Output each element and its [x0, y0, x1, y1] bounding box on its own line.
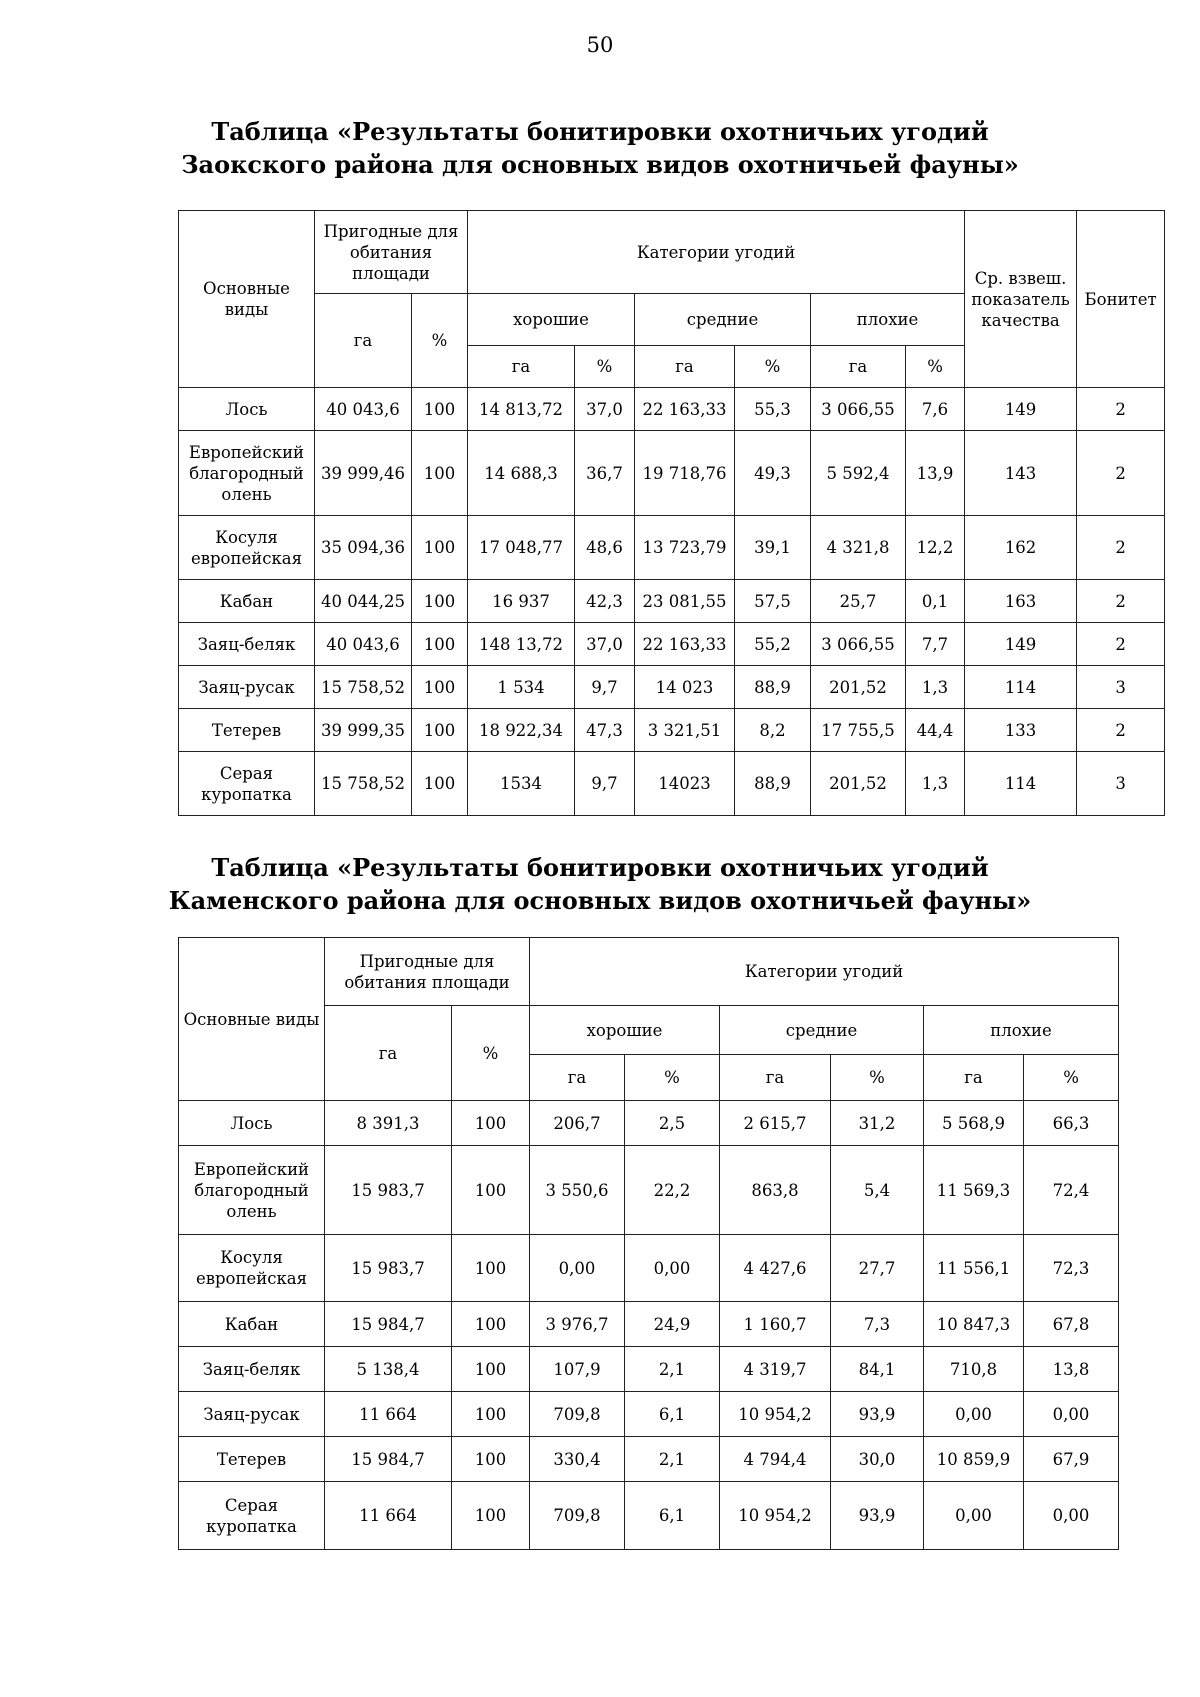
- table-row: [179, 1235, 1119, 1302]
- suitable-ha-cell: 15 984,7: [325, 1302, 452, 1347]
- header-good-pct: %: [625, 1055, 720, 1101]
- bad-pct-cell: 13,8: [1024, 1347, 1119, 1392]
- header-suitable-area: Пригодные для обитания площади: [325, 938, 530, 1006]
- avg-quality-cell: 133: [965, 709, 1077, 752]
- table-row: [179, 1146, 1119, 1235]
- bad-ha-cell: 3 066,55: [811, 623, 906, 666]
- header-suitable-pct: %: [412, 294, 468, 388]
- medium-pct-cell: 8,2: [735, 709, 811, 752]
- header-medium: средние: [635, 294, 811, 346]
- medium-ha-cell: 3 321,51: [635, 709, 735, 752]
- table-row: [179, 1101, 1119, 1146]
- table-row: [179, 431, 1165, 516]
- good-pct-cell: 0,00: [625, 1235, 720, 1302]
- medium-pct-cell: 7,3: [831, 1302, 924, 1347]
- table1-title-line1: Таблица «Результаты бонитировки охотничьих угодий: [211, 117, 989, 146]
- table-row: [179, 709, 1165, 752]
- suitable-pct-cell: 100: [452, 1347, 530, 1392]
- bad-pct-cell: 13,9: [906, 431, 965, 516]
- species-cell: Заяц-беляк: [179, 1347, 325, 1392]
- suitable-pct-cell: 100: [412, 516, 468, 580]
- medium-ha-cell: 22 163,33: [635, 623, 735, 666]
- suitable-pct-cell: 100: [452, 1101, 530, 1146]
- suitable-pct-cell: 100: [452, 1146, 530, 1235]
- table2-title: [0, 851, 1200, 917]
- bonitet-cell: 3: [1077, 666, 1165, 709]
- header-suitable-pct: %: [452, 1006, 530, 1101]
- avg-quality-cell: 163: [965, 580, 1077, 623]
- good-pct-cell: 48,6: [575, 516, 635, 580]
- bad-pct-cell: 72,4: [1024, 1146, 1119, 1235]
- medium-ha-cell: 23 081,55: [635, 580, 735, 623]
- medium-pct-cell: 49,3: [735, 431, 811, 516]
- bad-pct-cell: 66,3: [1024, 1101, 1119, 1146]
- medium-pct-cell: 88,9: [735, 752, 811, 816]
- suitable-ha-cell: 40 043,6: [315, 388, 412, 431]
- bad-pct-cell: 0,00: [1024, 1392, 1119, 1437]
- table-row: [179, 752, 1165, 816]
- bad-ha-cell: 11 569,3: [924, 1146, 1024, 1235]
- header-medium: средние: [720, 1006, 924, 1055]
- header-medium-pct: %: [735, 346, 811, 388]
- good-ha-cell: 330,4: [530, 1437, 625, 1482]
- suitable-ha-cell: 39 999,35: [315, 709, 412, 752]
- bad-ha-cell: 201,52: [811, 666, 906, 709]
- good-ha-cell: 709,8: [530, 1482, 625, 1550]
- suitable-ha-cell: 15 983,7: [325, 1146, 452, 1235]
- table-row: [179, 388, 1165, 431]
- medium-ha-cell: 863,8: [720, 1146, 831, 1235]
- good-ha-cell: 206,7: [530, 1101, 625, 1146]
- suitable-pct-cell: 100: [412, 580, 468, 623]
- suitable-ha-cell: 40 043,6: [315, 623, 412, 666]
- bad-ha-cell: 4 321,8: [811, 516, 906, 580]
- header-bad-pct: %: [906, 346, 965, 388]
- good-pct-cell: 22,2: [625, 1146, 720, 1235]
- table-row: [179, 666, 1165, 709]
- good-pct-cell: 2,1: [625, 1347, 720, 1392]
- header-bad-ha: га: [811, 346, 906, 388]
- header-categories: Категории угодий: [530, 938, 1119, 1006]
- bad-ha-cell: 0,00: [924, 1392, 1024, 1437]
- suitable-ha-cell: 39 999,46: [315, 431, 412, 516]
- medium-pct-cell: 84,1: [831, 1347, 924, 1392]
- species-cell: Заяц-русак: [179, 1392, 325, 1437]
- bad-pct-cell: 7,6: [906, 388, 965, 431]
- medium-pct-cell: 55,3: [735, 388, 811, 431]
- good-pct-cell: 6,1: [625, 1482, 720, 1550]
- page-number: 50: [586, 33, 614, 57]
- suitable-pct-cell: 100: [412, 431, 468, 516]
- medium-pct-cell: 93,9: [831, 1392, 924, 1437]
- suitable-ha-cell: 15 758,52: [315, 666, 412, 709]
- suitable-pct-cell: 100: [452, 1482, 530, 1550]
- header-suitable-ha: га: [315, 294, 412, 388]
- good-pct-cell: 9,7: [575, 752, 635, 816]
- table-row: [179, 1392, 1119, 1437]
- good-pct-cell: 36,7: [575, 431, 635, 516]
- suitable-ha-cell: 5 138,4: [325, 1347, 452, 1392]
- bonitet-cell: 3: [1077, 752, 1165, 816]
- header-avg-quality: Ср. взвеш. показатель качества: [965, 211, 1077, 388]
- good-pct-cell: 37,0: [575, 388, 635, 431]
- species-cell: Заяц-русак: [179, 666, 315, 709]
- medium-pct-cell: 93,9: [831, 1482, 924, 1550]
- good-ha-cell: 1534: [468, 752, 575, 816]
- suitable-pct-cell: 100: [412, 623, 468, 666]
- species-cell: Лось: [179, 1101, 325, 1146]
- header-bad-pct: %: [1024, 1055, 1119, 1101]
- medium-pct-cell: 27,7: [831, 1235, 924, 1302]
- medium-pct-cell: 55,2: [735, 623, 811, 666]
- bonitet-cell: 2: [1077, 623, 1165, 666]
- table2-body: [179, 1101, 1119, 1550]
- medium-ha-cell: 10 954,2: [720, 1482, 831, 1550]
- medium-ha-cell: 14023: [635, 752, 735, 816]
- suitable-ha-cell: 35 094,36: [315, 516, 412, 580]
- header-bad: плохие: [924, 1006, 1119, 1055]
- bonitet-cell: 2: [1077, 388, 1165, 431]
- species-cell: Заяц-беляк: [179, 623, 315, 666]
- table2-title-line2: Каменского района для основных видов охотничьей фауны»: [168, 886, 1032, 915]
- avg-quality-cell: 149: [965, 388, 1077, 431]
- medium-pct-cell: 88,9: [735, 666, 811, 709]
- good-ha-cell: 14 813,72: [468, 388, 575, 431]
- bad-ha-cell: 17 755,5: [811, 709, 906, 752]
- suitable-pct-cell: 100: [452, 1437, 530, 1482]
- medium-pct-cell: 30,0: [831, 1437, 924, 1482]
- good-ha-cell: 709,8: [530, 1392, 625, 1437]
- suitable-pct-cell: 100: [412, 388, 468, 431]
- good-ha-cell: 148 13,72: [468, 623, 575, 666]
- avg-quality-cell: 114: [965, 666, 1077, 709]
- suitable-ha-cell: 8 391,3: [325, 1101, 452, 1146]
- table-row: [179, 1302, 1119, 1347]
- header-good: хорошие: [530, 1006, 720, 1055]
- species-cell: Кабан: [179, 580, 315, 623]
- good-ha-cell: 18 922,34: [468, 709, 575, 752]
- medium-ha-cell: 22 163,33: [635, 388, 735, 431]
- species-cell: Косуля европейская: [179, 1235, 325, 1302]
- good-ha-cell: 14 688,3: [468, 431, 575, 516]
- suitable-ha-cell: 40 044,25: [315, 580, 412, 623]
- bad-pct-cell: 12,2: [906, 516, 965, 580]
- table-row: [179, 1482, 1119, 1550]
- medium-ha-cell: 4 319,7: [720, 1347, 831, 1392]
- header-species: Основные виды: [179, 938, 325, 1101]
- header-good-ha: га: [468, 346, 575, 388]
- table-row: [179, 580, 1165, 623]
- medium-ha-cell: 13 723,79: [635, 516, 735, 580]
- table-row: [179, 1347, 1119, 1392]
- good-ha-cell: 0,00: [530, 1235, 625, 1302]
- table1-body: [179, 388, 1165, 816]
- bonitet-cell: 2: [1077, 709, 1165, 752]
- header-bad-ha: га: [924, 1055, 1024, 1101]
- bad-ha-cell: 10 859,9: [924, 1437, 1024, 1482]
- species-cell: Европейский благородный олень: [179, 1146, 325, 1235]
- medium-ha-cell: 4 794,4: [720, 1437, 831, 1482]
- bad-ha-cell: 3 066,55: [811, 388, 906, 431]
- table2-title-line1: Таблица «Результаты бонитировки охотничьих угодий: [211, 853, 989, 882]
- zaoksky-bonitet-table: [178, 210, 1165, 816]
- species-cell: Тетерев: [179, 1437, 325, 1482]
- medium-ha-cell: 1 160,7: [720, 1302, 831, 1347]
- table-row: [179, 1437, 1119, 1482]
- good-ha-cell: 16 937: [468, 580, 575, 623]
- bad-ha-cell: 710,8: [924, 1347, 1024, 1392]
- good-ha-cell: 107,9: [530, 1347, 625, 1392]
- medium-pct-cell: 39,1: [735, 516, 811, 580]
- bad-pct-cell: 44,4: [906, 709, 965, 752]
- bad-ha-cell: 5 568,9: [924, 1101, 1024, 1146]
- table-row: [179, 516, 1165, 580]
- header-good-pct: %: [575, 346, 635, 388]
- suitable-pct-cell: 100: [412, 666, 468, 709]
- good-pct-cell: 47,3: [575, 709, 635, 752]
- good-pct-cell: 9,7: [575, 666, 635, 709]
- bad-pct-cell: 67,9: [1024, 1437, 1119, 1482]
- table1-title-line2: Заокского района для основных видов охотничьей фауны»: [181, 150, 1019, 179]
- good-ha-cell: 3 550,6: [530, 1146, 625, 1235]
- species-cell: Серая куропатка: [179, 1482, 325, 1550]
- bad-ha-cell: 201,52: [811, 752, 906, 816]
- bonitet-cell: 2: [1077, 580, 1165, 623]
- bad-ha-cell: 11 556,1: [924, 1235, 1024, 1302]
- header-good-ha: га: [530, 1055, 625, 1101]
- header-species: Основные виды: [179, 211, 315, 388]
- avg-quality-cell: 149: [965, 623, 1077, 666]
- table1-title: [0, 115, 1200, 181]
- avg-quality-cell: 162: [965, 516, 1077, 580]
- good-pct-cell: 2,5: [625, 1101, 720, 1146]
- medium-pct-cell: 31,2: [831, 1101, 924, 1146]
- suitable-ha-cell: 11 664: [325, 1482, 452, 1550]
- bad-pct-cell: 0,1: [906, 580, 965, 623]
- good-ha-cell: 1 534: [468, 666, 575, 709]
- bad-pct-cell: 1,3: [906, 666, 965, 709]
- medium-ha-cell: 4 427,6: [720, 1235, 831, 1302]
- species-cell: Косуля европейская: [179, 516, 315, 580]
- header-bonitet: Бонитет: [1077, 211, 1165, 388]
- medium-ha-cell: 10 954,2: [720, 1392, 831, 1437]
- suitable-ha-cell: 11 664: [325, 1392, 452, 1437]
- medium-ha-cell: 14 023: [635, 666, 735, 709]
- suitable-pct-cell: 100: [452, 1302, 530, 1347]
- bad-pct-cell: 0,00: [1024, 1482, 1119, 1550]
- avg-quality-cell: 143: [965, 431, 1077, 516]
- bad-pct-cell: 1,3: [906, 752, 965, 816]
- header-bad: плохие: [811, 294, 965, 346]
- medium-pct-cell: 5,4: [831, 1146, 924, 1235]
- header-suitable-area: Пригодные для обитания площади: [315, 211, 468, 294]
- suitable-pct-cell: 100: [452, 1235, 530, 1302]
- bonitet-cell: 2: [1077, 431, 1165, 516]
- suitable-pct-cell: 100: [412, 752, 468, 816]
- good-pct-cell: 2,1: [625, 1437, 720, 1482]
- bad-pct-cell: 67,8: [1024, 1302, 1119, 1347]
- suitable-ha-cell: 15 983,7: [325, 1235, 452, 1302]
- bad-ha-cell: 10 847,3: [924, 1302, 1024, 1347]
- header-categories: Категории угодий: [468, 211, 965, 294]
- bonitet-cell: 2: [1077, 516, 1165, 580]
- suitable-ha-cell: 15 758,52: [315, 752, 412, 816]
- medium-pct-cell: 57,5: [735, 580, 811, 623]
- good-pct-cell: 24,9: [625, 1302, 720, 1347]
- good-pct-cell: 6,1: [625, 1392, 720, 1437]
- avg-quality-cell: 114: [965, 752, 1077, 816]
- species-cell: Европейский благородный олень: [179, 431, 315, 516]
- bad-ha-cell: 0,00: [924, 1482, 1024, 1550]
- header-medium-ha: га: [635, 346, 735, 388]
- suitable-pct-cell: 100: [412, 709, 468, 752]
- suitable-ha-cell: 15 984,7: [325, 1437, 452, 1482]
- species-cell: Кабан: [179, 1302, 325, 1347]
- header-medium-ha: га: [720, 1055, 831, 1101]
- header-medium-pct: %: [831, 1055, 924, 1101]
- bad-ha-cell: 25,7: [811, 580, 906, 623]
- header-suitable-ha: га: [325, 1006, 452, 1101]
- bad-pct-cell: 72,3: [1024, 1235, 1119, 1302]
- species-cell: Тетерев: [179, 709, 315, 752]
- table-row: [179, 623, 1165, 666]
- species-cell: Лось: [179, 388, 315, 431]
- good-pct-cell: 42,3: [575, 580, 635, 623]
- header-good: хорошие: [468, 294, 635, 346]
- good-ha-cell: 3 976,7: [530, 1302, 625, 1347]
- kamensky-bonitet-table: [178, 937, 1119, 1550]
- bad-ha-cell: 5 592,4: [811, 431, 906, 516]
- suitable-pct-cell: 100: [452, 1392, 530, 1437]
- medium-ha-cell: 2 615,7: [720, 1101, 831, 1146]
- medium-ha-cell: 19 718,76: [635, 431, 735, 516]
- bad-pct-cell: 7,7: [906, 623, 965, 666]
- species-cell: Серая куропатка: [179, 752, 315, 816]
- good-ha-cell: 17 048,77: [468, 516, 575, 580]
- good-pct-cell: 37,0: [575, 623, 635, 666]
